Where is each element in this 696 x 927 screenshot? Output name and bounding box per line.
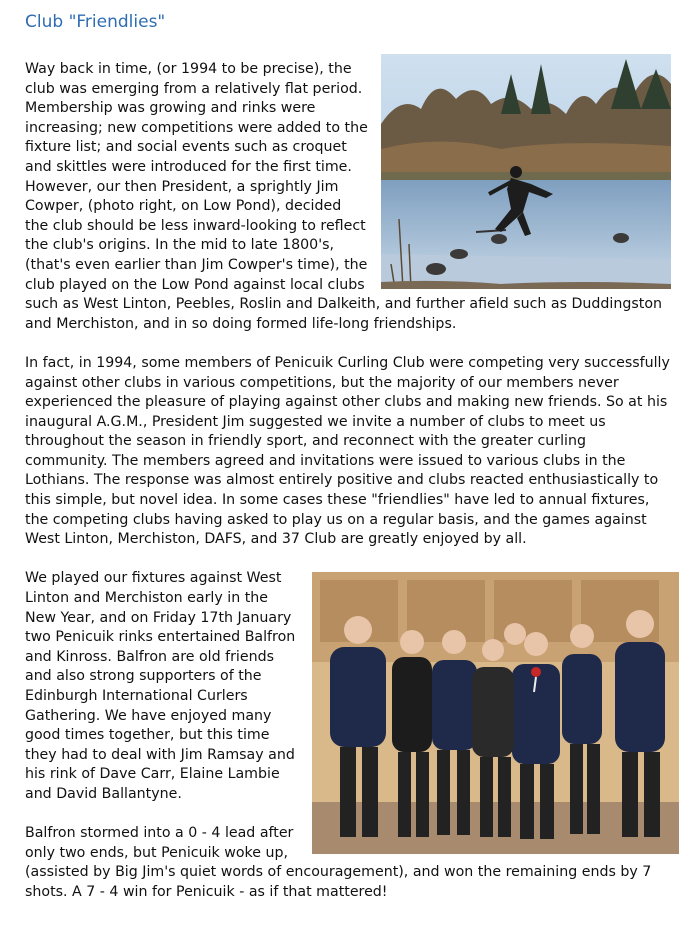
paragraph-2: In fact, in 1994, some members of Penicuik Curling Club were competing very successfully against other clubs in various competitions, but the majority of our members never experienced the pleasure of playing against other clubs and making new friends. So at his inaugural A.G.M., President Jim suggested we invite a number of clubs to meet us throughout the season in friendly sport, and reconnect with the greater curling community. The members agreed and invitations were issued to various clubs in the Lothians. The response was almost entirely positive and clubs reacted enthusiastically to this simple, but novel idea. In some cases these "friendlies" have led to annual fixtures, the competing clubs having asked to play us on a regular basis, and the games against West Linton, Merchiston, DAFS, and 37 Club are greatly enjoyed by all. (25, 354, 670, 548)
low-pond-curling-photo (381, 54, 671, 289)
paragraph-4: Balfron stormed into a 0 - 4 lead after only two ends, but Penicuik woke up, (assisted by Big Jim's quiet words of encouragement), and won the remaining ends by 7 shots. A 7 - 4 win for Penicuik - as if that mattered! (25, 825, 652, 900)
page-title: Club "Friendlies" (25, 12, 166, 32)
article-body (25, 60, 671, 922)
paragraph-3: We played our fixtures against West Linton and Merchiston early in the New Year, and on Friday 17th January two Penicuik rinks entertained Balfron and Kinross. Balfron are old friends and also strong supporters of the Edinburgh International Curlers Gathering. We have enjoyed many good times together, but this time they had to deal with Jim Ramsay and his rink of Dave Carr, Elaine Lambie and David Ballantyne. (25, 570, 296, 802)
team-group-photo (312, 572, 679, 854)
paragraph-1: Way back in time, (or 1994 to be precise), the club was emerging from a relatively flat period. Membership was growing and rinks were increasing; new competitions were added to the fixture list; and social events such as croquet and skittles were introduced for the first time. However, our then President, a sprightly Jim Cowper, (photo right, on Low Pond), decided the club should be less inward-looking to reflect the club's origins. In the mid to late 1800's, (that's even earlier than Jim Cowper's time), the club played on the Low Pond against local clubs such as West Linton, Peebles, Roslin and Dalkeith, and further afield such as Duddingston and Merchiston, and in so doing formed life-long friendships. (25, 61, 662, 332)
